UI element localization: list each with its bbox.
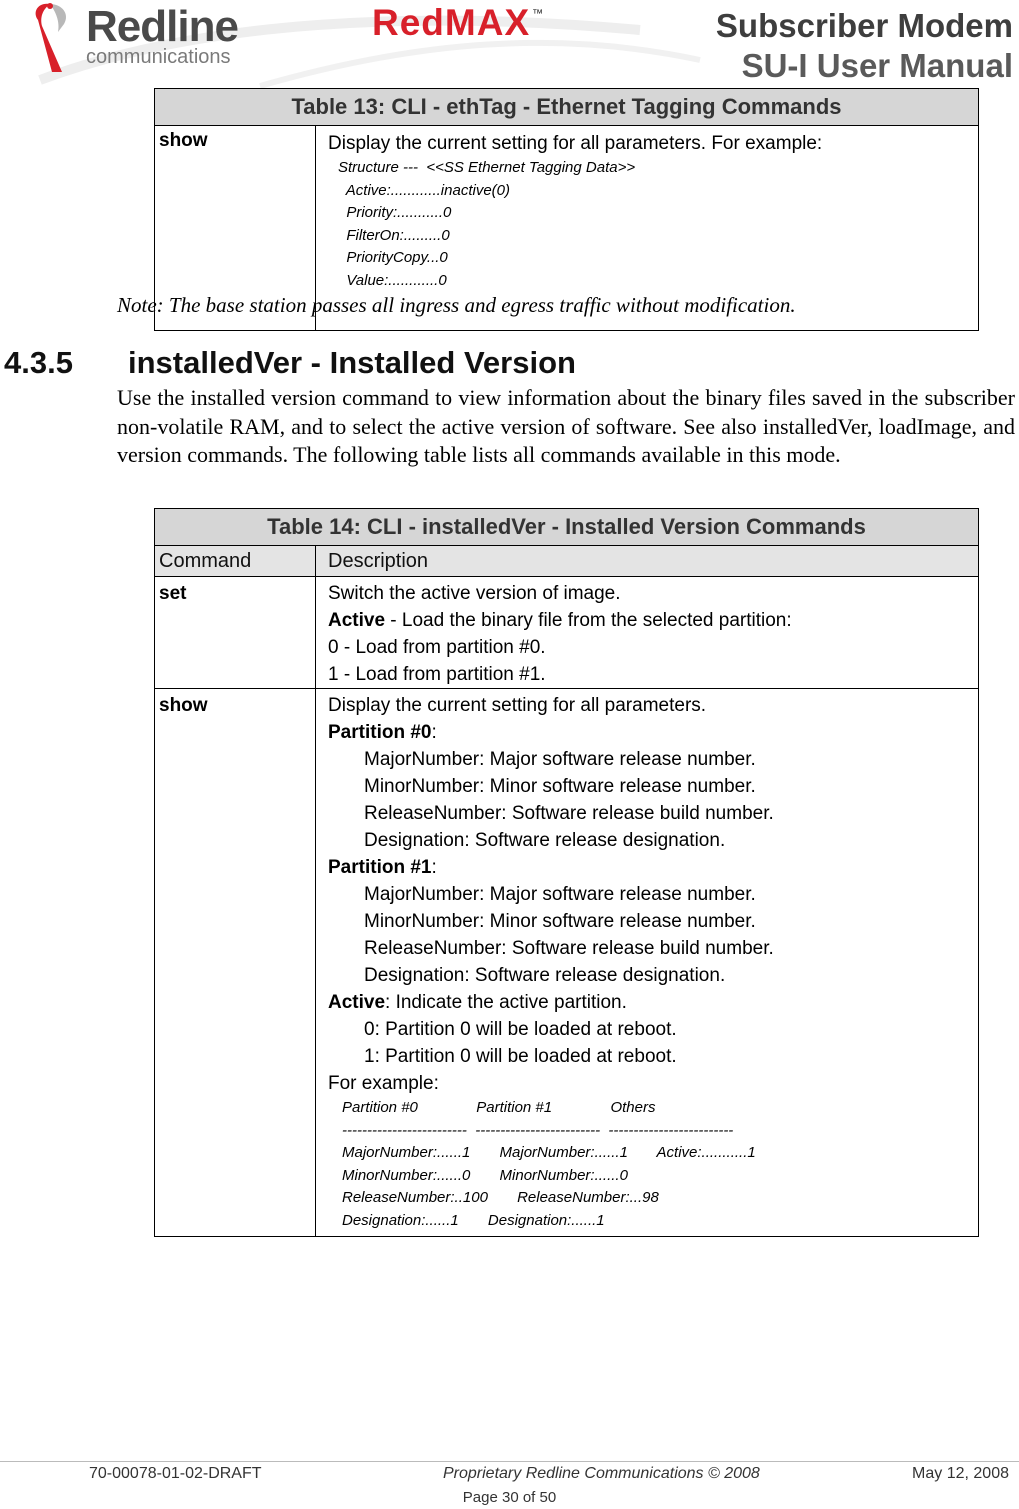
partition-field: MajorNumber: Major software release number. [364,884,756,905]
partition-1-label: Partition #1 [328,857,432,878]
table-row [155,577,979,689]
product-red: Red [372,2,445,43]
table-header-row [155,546,979,577]
command-cell-show: show [155,689,316,1237]
document-title-line2: SU-I User Manual [741,47,1013,84]
logo-subtitle: communications [86,46,231,68]
document-title [716,6,1013,86]
partition-field: MinorNumber: Minor software release number. [364,776,756,797]
table-row [155,689,979,1237]
active-label: Active [328,992,386,1013]
example-line: ------------------------- ------------------------- ------------------------- [342,1121,734,1139]
partition-field: MajorNumber: Major software release number. [364,749,756,770]
example-line: MajorNumber:......1 MajorNumber:......1 Active:...........1 [342,1144,756,1161]
set-active-line [328,607,966,634]
document-title-line1: Subscriber Modem [715,7,1013,44]
trademark-symbol: ™ [532,8,545,20]
description-text: Display the current setting for all parameters. For example: [328,133,823,154]
partition-0-label: Partition #0 [328,722,432,743]
redline-logo [28,2,268,76]
page-header [0,0,1019,90]
redline-logo-mark-icon [28,2,88,76]
footer-page-number: Page 30 of 50 [462,1489,557,1506]
partition-1-heading: Partition #1: [328,857,437,878]
section-paragraph: Use the installed version command to view information about the binary files saved in the subscriber non-volatile RAM, and to select the active version of software. See also installedVer, loadImage, and version commands. The following table lists all commands available in this mode. [117,385,1015,467]
partition-field: Designation: Software release designation. [364,965,726,986]
column-header-command: Command [155,546,316,577]
example-line: Value:............0 [338,271,447,289]
product-name [372,2,544,44]
active-option: 1: Partition 0 will be loaded at reboot. [364,1046,677,1067]
partition-field: ReleaseNumber: Software release build number. [364,803,774,824]
table-14-caption: Table 14: CLI - installedVer - Installed Version Commands [155,509,979,546]
example-line: Priority:...........0 [338,204,452,221]
section-heading [4,345,576,381]
description-cell-set [316,577,979,689]
example-line: ReleaseNumber:..100 ReleaseNumber:...98 [342,1189,659,1206]
example-line: Active:............inactive(0) [338,181,510,199]
show-active-line [328,989,966,1016]
table-14-installedver [154,508,979,1237]
example-line: PriorityCopy...0 [338,249,448,266]
product-max: MAX [444,2,531,43]
partition-field: MinorNumber: Minor software release number. [364,911,756,932]
partition-0-heading: Partition #0: [328,722,437,743]
example-output [328,157,966,292]
example-line: Structure --- <<SS Ethernet Tagging Data>> [338,159,636,176]
footer-doc-id: 70-00078-01-02-DRAFT [89,1465,262,1482]
example-line: MinorNumber:......0 MinorNumber:......0 [342,1166,628,1184]
section-title: installedVer - Installed Version [128,345,576,380]
note-text: Note: The base station passes all ingress and egress traffic without modification. [117,293,796,317]
command-cell-set: set [155,577,316,689]
active-option: 0: Partition 0 will be loaded at reboot. [364,1019,677,1040]
set-option: 0 - Load from partition #0. [328,637,546,658]
footer-date: May 12, 2008 [912,1465,1009,1482]
example-output [328,1097,966,1232]
command-cell: show [155,126,316,331]
partition-field: ReleaseNumber: Software release build number. [364,938,774,959]
footer-rule [0,1461,1019,1462]
set-option: 1 - Load from partition #1. [328,664,546,685]
example-line: Designation:......1 Designation:......1 [342,1211,605,1229]
footer-proprietary: Proprietary Redline Communications © 2008 [443,1465,760,1482]
column-header-description: Description [316,546,979,577]
partition-field: Designation: Software release designation. [364,830,726,851]
active-label: Active [328,610,386,631]
active-text: - Load the binary file from the selected partition: [385,610,792,631]
active-text: : Indicate the active partition. [385,992,627,1013]
logo-wordmark: Redline [86,2,238,51]
example-line: Partition #0 Partition #1 Others [342,1099,656,1116]
example-line: FilterOn:.........0 [338,226,450,244]
description-cell-show [316,689,979,1237]
for-example-label: For example: [328,1073,439,1094]
section-number: 4.3.5 [4,345,73,380]
set-description: Switch the active version of image. [328,583,621,604]
show-description: Display the current setting for all parameters. [328,695,707,716]
table-13-caption: Table 13: CLI - ethTag - Ethernet Tagging Commands [155,89,979,126]
